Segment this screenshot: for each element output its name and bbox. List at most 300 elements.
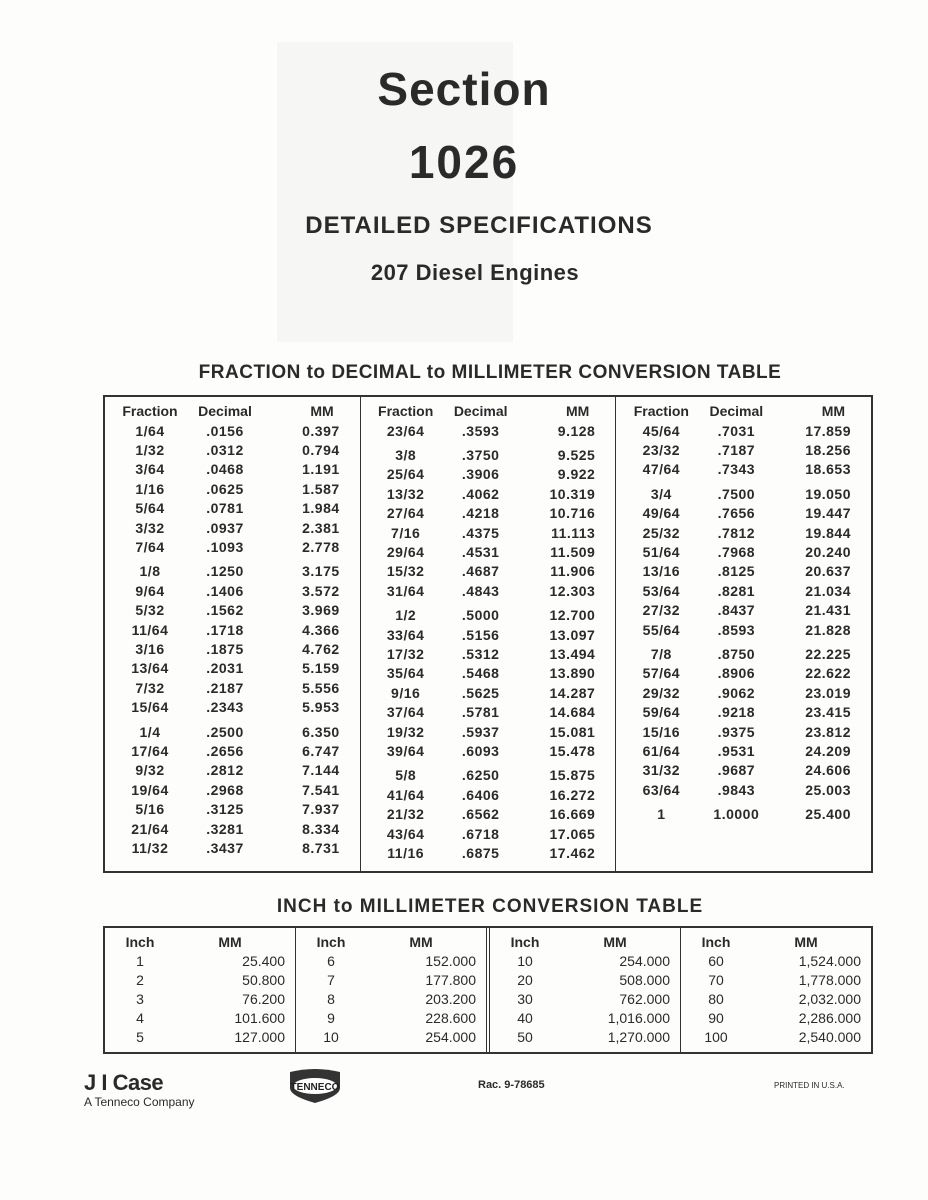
header-fraction: Fraction [633,403,689,419]
mm-cell: 2.381 [302,519,340,536]
mm-cell: 50.800 [242,971,285,988]
decimal-cell: .8125 [717,563,756,580]
mm-cell: 10.716 [549,505,596,522]
mm-cell: 25.003 [805,781,852,798]
table-row [111,659,354,678]
decimal-cell: .8593 [717,621,756,638]
table-row [622,620,865,639]
table-row [296,1008,486,1027]
mm-cell: 17.859 [805,422,852,439]
mm-cell: 7.144 [302,762,340,779]
mm-cell: 1,778.000 [798,971,861,988]
mm-cell: 13.097 [549,626,596,643]
fraction-cell: 5/32 [135,602,165,619]
fraction-cell: 11/16 [387,844,425,861]
fraction-cell: 11/32 [131,839,169,856]
inch-cell: 4 [136,1009,144,1026]
fraction-cell: 57/64 [642,665,681,682]
table-row [622,460,865,479]
table-row [111,537,354,556]
table-row [622,421,865,440]
mm-cell: 5.159 [302,660,340,677]
decimal-cell: .6250 [461,767,500,784]
fraction-column-3 [616,397,871,871]
header-inch: Inch [510,933,540,950]
page-subtitle: DETAILED SPECIFICATIONS [305,212,653,239]
mm-cell: 15.081 [549,723,596,740]
decimal-cell: .0781 [206,500,244,517]
decimal-cell: .3437 [206,839,244,856]
column-header [681,932,871,951]
inch-cell: 10 [517,952,533,969]
fraction-column-1 [105,397,361,871]
table-row [111,499,354,518]
header-decimal: Decimal [709,403,764,419]
decimal-cell: .7187 [717,442,756,459]
table-row [622,440,865,459]
fraction-cell: 13/64 [131,660,169,677]
decimal-cell: .6406 [461,786,500,803]
company-subtitle: A Tenneco Company [84,1095,195,1109]
table-row [622,562,865,581]
fraction-cell: 7/8 [650,645,672,662]
decimal-cell: .7500 [717,485,756,502]
decimal-cell: .9062 [717,684,756,701]
fraction-cell: 47/64 [642,461,681,478]
header-mm: MM [566,403,590,419]
decimal-cell: .0468 [206,461,244,478]
mm-cell: 9.128 [557,422,596,439]
fraction-cell: 31/64 [386,582,425,599]
table-row [622,504,865,523]
table-row [367,785,610,804]
decimal-cell: .0937 [206,519,244,536]
table-row [111,722,354,741]
fraction-cell: 15/32 [386,563,425,580]
table-row [622,581,865,600]
table-row [367,484,610,503]
inch-cell: 70 [708,971,724,988]
inch-column-2 [296,928,486,1052]
fraction-cell: 25/64 [386,466,425,483]
decimal-cell: .1562 [206,602,244,619]
table-row [622,484,865,503]
table-row [111,581,354,600]
table-row [367,445,610,464]
mm-cell: 2,032.000 [798,990,861,1007]
inch-cell: 2 [136,971,144,988]
table-row [681,1008,871,1027]
table-row [367,542,610,561]
mm-cell: 508.000 [619,971,670,988]
header-fraction: Fraction [378,403,434,419]
mm-cell: 6.747 [302,742,340,759]
table-row [111,678,354,697]
decimal-cell: .4218 [461,505,500,522]
inch-cell: 20 [517,971,533,988]
fraction-cell: 3/16 [135,640,165,657]
decimal-cell: .5937 [461,723,500,740]
decimal-cell: .9375 [717,723,756,740]
fraction-table-title: FRACTION to DECIMAL to MILLIMETER CONVERSION TABLE [198,362,782,383]
mm-cell: 12.700 [549,607,596,624]
fraction-cell: 59/64 [642,704,681,721]
table-row [367,683,610,702]
decimal-cell: .5156 [461,626,500,643]
table-row [490,1027,680,1046]
table-row [622,523,865,542]
table-row [111,838,354,857]
mm-cell: 254.000 [425,1028,476,1045]
inch-cell: 9 [327,1009,335,1026]
fraction-cell: 61/64 [642,742,681,759]
mm-cell: 8.334 [302,820,340,837]
fraction-cell: 19/64 [131,781,169,798]
inch-cell: 1 [136,952,144,969]
table-row [367,465,610,484]
decimal-cell: .6875 [461,844,500,861]
inch-cell: 30 [517,990,533,1007]
mm-cell: 2,286.000 [798,1009,861,1026]
decimal-cell: .2812 [206,762,244,779]
decimal-cell: .1250 [206,563,244,580]
table-row [622,664,865,683]
inch-cell: 100 [704,1028,728,1045]
fraction-column-2 [361,397,617,871]
mm-cell: 762.000 [619,990,670,1007]
table-row [367,644,610,663]
decimal-cell: .5312 [461,645,500,662]
mm-cell: 18.256 [805,442,852,459]
fraction-cell: 27/64 [386,505,425,522]
decimal-cell: .2031 [206,660,244,677]
mm-cell: 7.541 [302,781,340,798]
fraction-cell: 35/64 [386,665,425,682]
mm-cell: 152.000 [425,952,476,969]
header-inch: Inch [125,933,155,950]
section-number: 1026 [408,136,520,188]
fraction-cell: 53/64 [642,582,681,599]
decimal-cell: .3750 [461,447,500,464]
column-header [490,932,680,951]
fraction-cell: 9/16 [391,684,421,701]
decimal-cell: .3125 [206,801,244,818]
mm-cell: 23.812 [805,723,852,740]
fraction-cell: 1/8 [139,563,161,580]
fraction-cell: 5/8 [395,767,417,784]
table-row [622,804,865,823]
mm-cell: 19.844 [805,524,852,541]
table-row [111,761,354,780]
mm-cell: 0.397 [302,422,340,439]
table-row [681,1027,871,1046]
table-row [105,989,295,1008]
table-row [296,951,486,970]
table-row [367,606,610,625]
table-row [111,518,354,537]
header-mm: MM [603,933,627,950]
table-row [367,421,610,440]
fraction-cell: 13/32 [386,485,425,502]
table-row [367,562,610,581]
decimal-cell: .5625 [461,684,500,701]
table-row [622,644,865,663]
inch-column-3 [490,928,681,1052]
fraction-cell: 1/2 [395,607,417,624]
mm-cell: 18.653 [805,461,852,478]
inch-cell: 50 [517,1028,533,1045]
fraction-cell: 37/64 [386,704,425,721]
mm-cell: 15.875 [549,767,596,784]
mm-cell: 19.050 [805,485,852,502]
rac-number: Rac. 9-78685 [478,1079,545,1091]
table-row [367,664,610,683]
table-row [111,620,354,639]
table-row [622,702,865,721]
inch-cell: 80 [708,990,724,1007]
mm-cell: 1,270.000 [607,1028,670,1045]
fraction-cell: 3/64 [135,461,165,478]
inch-cell: 8 [327,990,335,1007]
table-row [681,970,871,989]
table-row [367,581,610,600]
decimal-cell: .3593 [461,422,500,439]
table-row [367,804,610,823]
fraction-cell: 7/16 [391,524,421,541]
fraction-cell: 13/16 [642,563,681,580]
table-row [111,601,354,620]
table-row [367,843,610,862]
table-row [681,951,871,970]
fraction-cell: 25/32 [642,524,681,541]
decimal-cell: .4687 [461,563,500,580]
decimal-cell: .6562 [461,806,500,823]
table-row [111,819,354,838]
engine-title: 207 Diesel Engines [370,260,580,285]
decimal-cell: .0156 [206,422,244,439]
mm-cell: 5.556 [302,679,340,696]
table-row [367,504,610,523]
fraction-cell: 23/32 [642,442,681,459]
table-row [105,1008,295,1027]
mm-cell: 3.969 [302,602,340,619]
decimal-cell: .6093 [461,742,500,759]
column-header [367,401,610,421]
header-fraction: Fraction [122,403,178,419]
mm-cell: 14.684 [549,704,596,721]
mm-cell: 20.637 [805,563,852,580]
decimal-cell: .9218 [717,704,756,721]
decimal-cell: .1093 [206,539,244,556]
fraction-cell: 3/8 [395,447,417,464]
table-row [105,1027,295,1046]
table-row [296,1027,486,1046]
column-header [105,932,295,951]
column-header [111,401,354,421]
fraction-cell: 1/64 [135,422,165,439]
mm-cell: 21.431 [805,602,852,619]
mm-cell: 19.447 [805,505,852,522]
table-row [367,824,610,843]
mm-cell: 25.400 [805,806,852,823]
fraction-cell: 17/64 [131,742,169,759]
fraction-cell: 5/16 [135,801,165,818]
fraction-cell: 9/32 [135,762,165,779]
inch-cell: 7 [327,971,335,988]
mm-cell: 11.509 [550,544,596,561]
fraction-cell: 3/32 [135,519,165,536]
decimal-cell: .0625 [206,480,244,497]
mm-cell: 22.622 [805,665,852,682]
decimal-cell: .0312 [206,442,244,459]
mm-cell: 0.794 [302,442,340,459]
fraction-cell: 7/64 [135,539,165,556]
mm-cell: 8.731 [302,839,340,856]
table-row [111,639,354,658]
mm-cell: 1,524.000 [798,952,861,969]
mm-cell: 101.600 [234,1009,285,1026]
fraction-cell: 29/32 [642,684,681,701]
mm-cell: 21.034 [805,582,852,599]
mm-cell: 24.606 [805,762,852,779]
decimal-cell: .2343 [206,699,244,716]
mm-cell: 24.209 [805,742,852,759]
table-row [490,970,680,989]
table-row [111,460,354,479]
mm-cell: 16.669 [549,806,596,823]
table-row [367,741,610,760]
inch-column-1 [105,928,296,1052]
fraction-cell: 27/32 [642,602,681,619]
fraction-cell: 1/32 [135,442,165,459]
mm-cell: 4.762 [302,640,340,657]
table-row [681,989,871,1008]
table-row [296,989,486,1008]
decimal-cell: .5468 [461,665,500,682]
mm-cell: 25.400 [242,952,285,969]
table-row [622,601,865,620]
decimal-cell: .1718 [206,621,244,638]
table-row [490,1008,680,1027]
inch-table-group-1 [105,928,490,1052]
table-row [111,421,354,440]
mm-cell: 13.494 [549,645,596,662]
fraction-cell: 49/64 [642,505,681,522]
inch-cell: 6 [327,952,335,969]
fraction-cell: 1 [657,806,666,823]
mm-cell: 254.000 [619,952,670,969]
fraction-cell: 63/64 [642,781,681,798]
decimal-cell: .9843 [717,781,756,798]
inch-column-4 [681,928,871,1052]
company-logo: J I Case [84,1070,164,1095]
mm-cell: 17.462 [549,844,596,861]
fraction-cell: 41/64 [386,786,425,803]
mm-cell: 12.303 [549,582,596,599]
mm-cell: 127.000 [234,1028,285,1045]
fraction-cell: 55/64 [642,621,681,638]
decimal-cell: .9687 [717,762,756,779]
decimal-cell: .5000 [461,607,500,624]
tenneco-logo-text: TENNECO [290,1082,340,1093]
mm-cell: 203.200 [425,990,476,1007]
table-row [367,722,610,741]
decimal-cell: .7968 [717,544,756,561]
header-inch: Inch [316,933,346,950]
inch-cell: 5 [136,1028,144,1045]
mm-cell: 9.525 [557,447,596,464]
decimal-cell: .4843 [461,582,500,599]
decimal-cell: .2500 [206,723,244,740]
decimal-cell: .4062 [461,485,500,502]
printed-note: PRINTED IN U.S.A. [774,1081,845,1090]
table-row [105,951,295,970]
mm-cell: 10.319 [549,485,596,502]
fraction-cell: 29/64 [386,544,425,561]
fraction-cell: 7/32 [135,679,165,696]
mm-cell: 5.953 [302,699,340,716]
mm-cell: 23.415 [805,704,852,721]
table-row [296,970,486,989]
mm-cell: 21.828 [805,621,852,638]
table-row [367,766,610,785]
header-mm: MM [218,933,242,950]
table-row [622,761,865,780]
inch-cell: 3 [136,990,144,1007]
section-label: Section [377,63,551,115]
fraction-cell: 1/16 [135,480,165,497]
decimal-cell: .4531 [461,544,500,561]
fraction-cell: 33/64 [386,626,425,643]
table-row [367,702,610,721]
mm-cell: 23.019 [805,684,852,701]
inch-cell: 90 [708,1009,724,1026]
tenneco-logo-icon [286,1068,344,1104]
decimal-cell: 1.0000 [713,806,760,823]
mm-cell: 1.191 [302,461,340,478]
decimal-cell: .1875 [206,640,244,657]
mm-cell: 3.175 [302,563,340,580]
mm-cell: 11.113 [551,524,596,541]
decimal-cell: .3906 [461,466,500,483]
table-row [105,970,295,989]
fraction-cell: 15/64 [131,699,169,716]
table-row [622,741,865,760]
table-row [111,697,354,716]
fraction-cell: 5/64 [135,500,165,517]
decimal-cell: .5781 [461,704,500,721]
table-row [111,562,354,581]
header-mm: MM [310,403,334,419]
mm-cell: 17.065 [549,825,596,842]
decimal-cell: .8906 [717,665,756,682]
table-row [111,479,354,498]
mm-cell: 177.800 [425,971,476,988]
header-mm: MM [409,933,433,950]
decimal-cell: .7343 [717,461,756,478]
table-row [111,741,354,760]
fraction-conversion-table [103,395,873,873]
fraction-cell: 17/32 [386,645,425,662]
table-row [622,683,865,702]
fraction-cell: 1/4 [139,723,161,740]
table-row [622,542,865,561]
inch-table-title: INCH to MILLIMETER CONVERSION TABLE [276,896,704,917]
table-row [622,780,865,799]
decimal-cell: .7656 [717,505,756,522]
mm-cell: 11.906 [550,563,596,580]
decimal-cell: .9531 [717,742,756,759]
